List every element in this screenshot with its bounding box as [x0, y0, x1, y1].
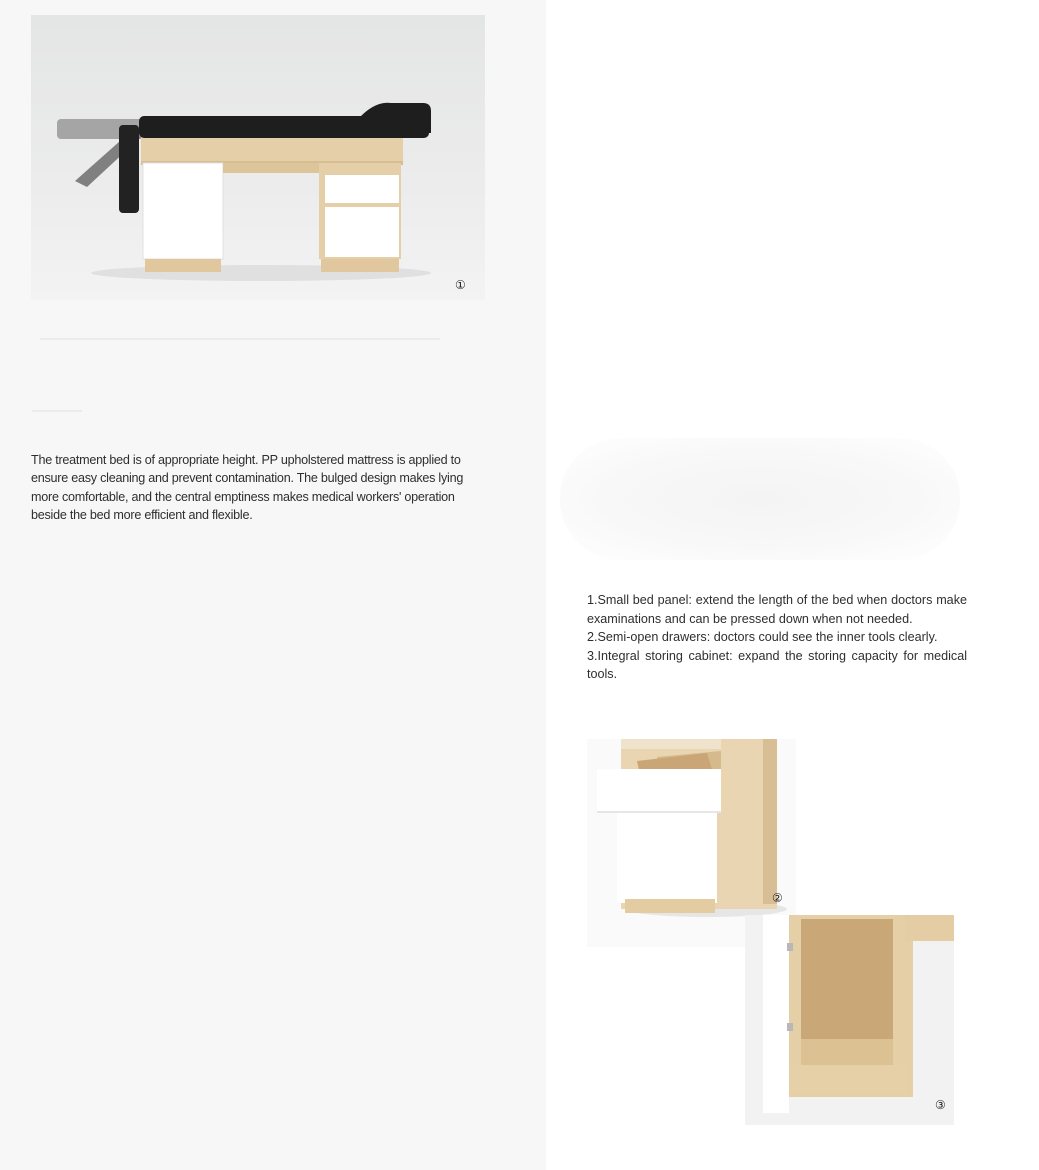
bed-description: The treatment bed is of appropriate height. PP upholstered mattress is applied to ensure easy cleaning and prevent contamination. The bulged design makes lying more comfortable, and the central emptiness makes medical workers' operation beside the bed more efficient and flexible.: [31, 453, 464, 523]
feature-item: 3.Integral storing cabinet: expand the storing capacity for medical tools.: [587, 648, 967, 682]
cabinet-photo: [745, 915, 954, 1125]
feature-item: 1.Small bed panel: extend the length of the bed when doctors make examinations and can be pressed down when not needed.: [587, 593, 967, 626]
treatment-bed-photo: [31, 15, 485, 300]
feature-list: [587, 591, 967, 684]
divider-line: [40, 338, 440, 340]
figure-marker-3: ③: [935, 1098, 946, 1112]
divider-line: [32, 410, 82, 412]
figure-marker-1: ①: [455, 278, 466, 292]
figure-marker-2: ②: [772, 891, 783, 905]
feature-item: 2.Semi-open drawers: doctors could see the inner tools clearly.: [587, 630, 938, 645]
blurred-area: [560, 438, 960, 560]
